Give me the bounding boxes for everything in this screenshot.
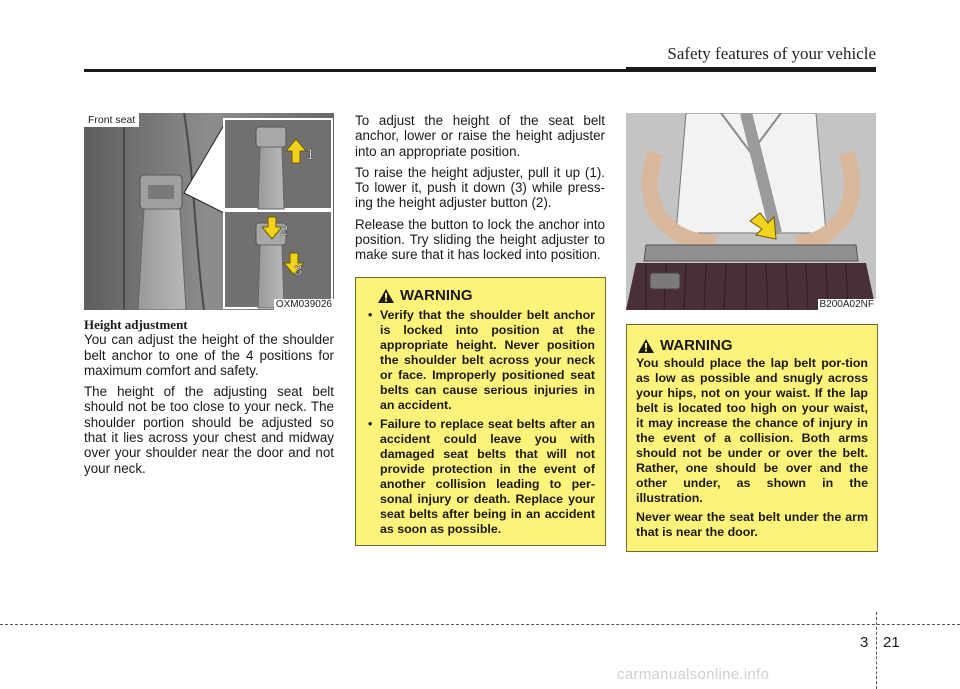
warning-box-lap-belt xyxy=(626,324,878,552)
figure-lap-belt-illustration xyxy=(626,113,876,310)
figure-height-adjuster-illustration xyxy=(84,113,334,310)
warning-box-anchor xyxy=(355,277,606,546)
warning-paragraph: You should place the lap belt por-tion as low as possible and snugly across your hips, not on your waist. If the lap belt is located too high on your waist, it may increase the chance of injury in the event of a collision. Both arms should not be under or over the belt. Rather, one should be over and the other under, as shown in the illustration. xyxy=(636,356,868,505)
page-number: 21 xyxy=(883,634,900,651)
figure-code: B200A02NF xyxy=(819,299,874,310)
warning-item: • Failure to replace seat belts after an accident could leave you with damaged seat belts that will not provide protection in the event of another collision leading to per-sonal injury or death. Replace your seat belts after being in an accident as soon as possible. xyxy=(366,417,595,537)
header-rule-accent xyxy=(626,67,876,72)
callout-1: 1 xyxy=(306,146,315,163)
warning-heading xyxy=(378,287,595,304)
paragraph: To adjust the height of the seat belt anchor, lower or raise the height adjuster into an appropriate position. xyxy=(355,113,605,159)
paragraph: Release the button to lock the anchor into position. Try sliding the height adjuster to make sure that it has locked into position. xyxy=(355,216,605,263)
callout-3: 3 xyxy=(294,262,303,279)
warning-icon xyxy=(638,339,654,353)
paragraph: To raise the height adjuster, pull it up (1). To lower it, push it down (3) while press-ing the height adjuster button (2). xyxy=(355,164,605,211)
paragraph: You can adjust the height of the shoulder belt anchor to one of the 4 positions for maximum comfort and safety. xyxy=(84,332,334,378)
figure-height-adjuster xyxy=(84,113,334,310)
warning-heading xyxy=(638,337,868,354)
footer-rule xyxy=(0,624,960,625)
middle-text-column xyxy=(355,113,605,269)
paragraph: The height of the adjusting seat belt should not be too close to your neck. The shoulder portion should be adjusted so that it lies across your chest and midway over your shoulder near the door and not your neck. xyxy=(84,384,334,476)
watermark: carmanualsonline.info xyxy=(617,666,770,683)
warning-title: WARNING xyxy=(400,287,473,304)
warning-item: • Verify that the shoulder belt anchor is locked into position at the appropriate height. Never position the shoulder belt across your neck or face. Improperly positioned seat belts can cause serious injuries in an accident. xyxy=(366,308,595,413)
subheading-height-adjustment: Height adjustment xyxy=(84,317,188,332)
warning-paragraph: Never wear the seat belt under the arm that is near the door. xyxy=(636,510,868,539)
warning-list xyxy=(366,308,595,537)
section-title: Safety features of your vehicle xyxy=(667,44,876,63)
warning-title: WARNING xyxy=(660,337,733,354)
figure-code: OXM039026 xyxy=(275,299,332,310)
left-text-column xyxy=(84,317,334,482)
warning-icon xyxy=(378,289,394,303)
figure-label: Front seat xyxy=(84,113,139,127)
footer-divider xyxy=(876,612,877,689)
chapter-number: 3 xyxy=(860,634,869,651)
figure-lap-belt xyxy=(626,113,876,310)
callout-2: 2 xyxy=(280,222,289,239)
